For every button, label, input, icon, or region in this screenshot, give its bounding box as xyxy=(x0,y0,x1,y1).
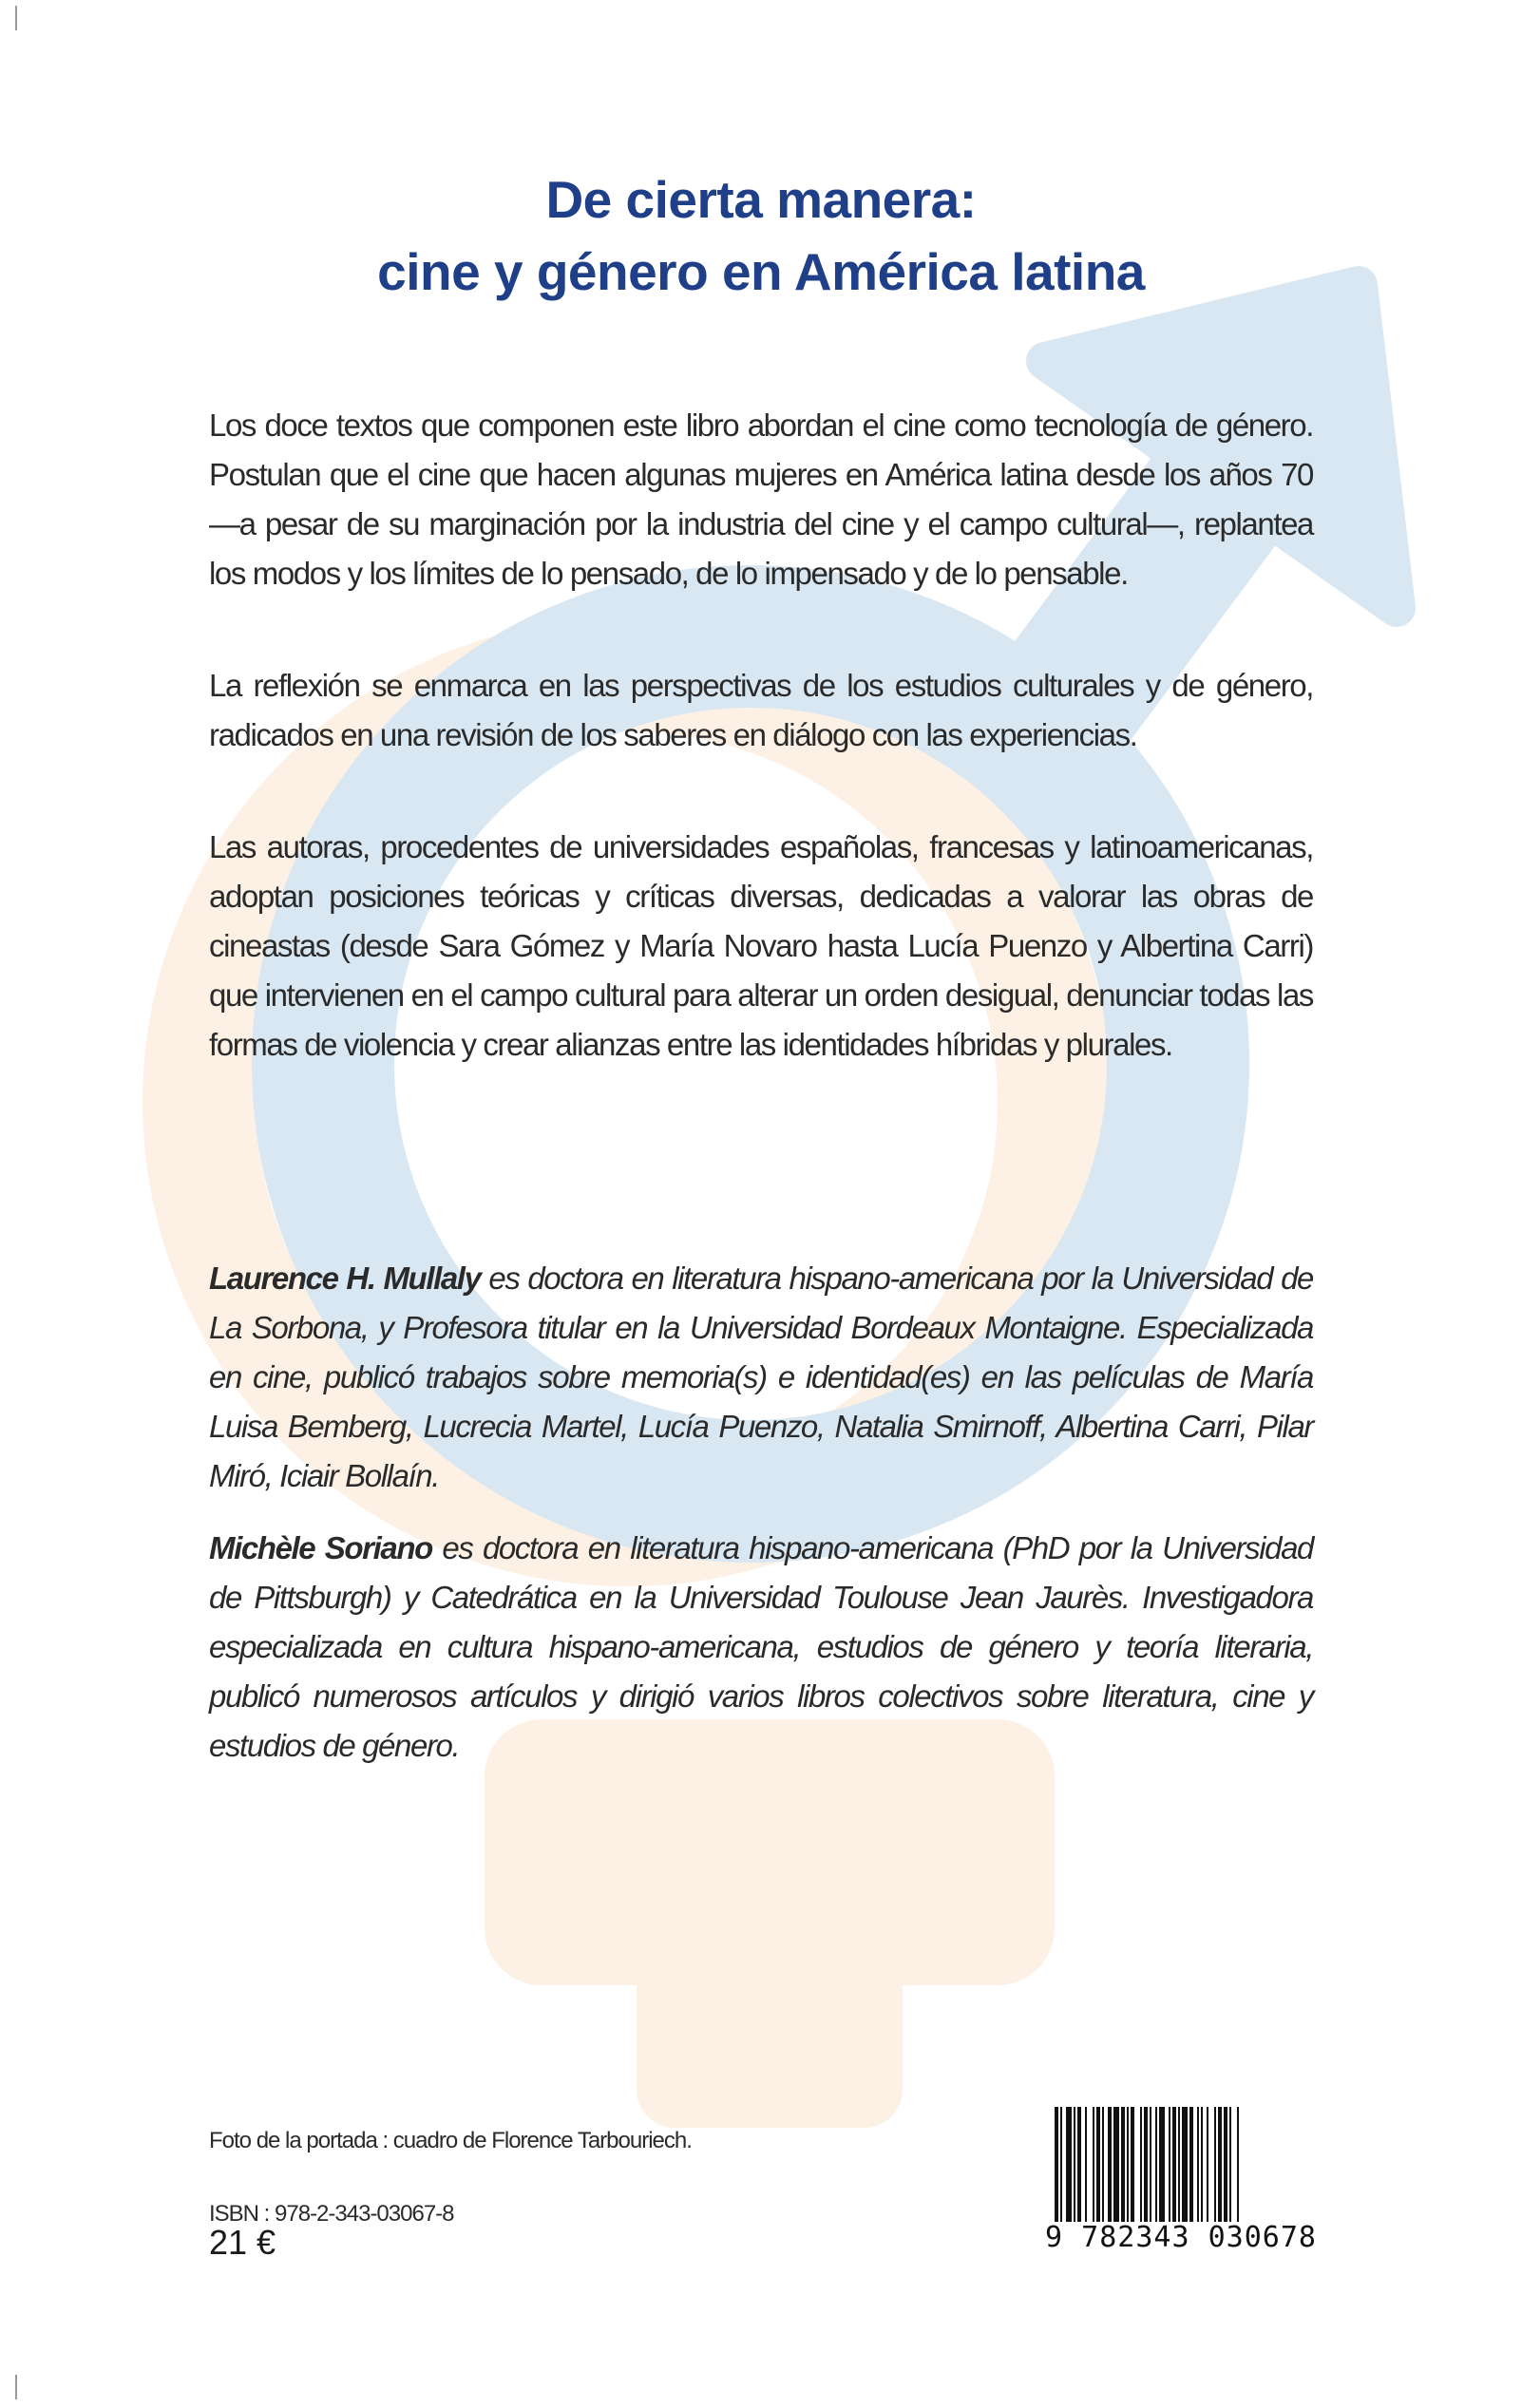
cover-photo-credit: Foto de la portada : cuadro de Florence Tarbouriech. xyxy=(209,2128,692,2153)
barcode-digits: 9 782343 030678 xyxy=(1043,2222,1319,2254)
synopsis-paragraph-2: La reflexión se enmarca en las perspectivas de los estudios culturales y de género, radicados en una revisión de los saberes en diálogo con las experiencias. xyxy=(209,668,1313,752)
author-bio-text-2: es doctora en literatura hispano-americana (PhD por la Universidad de Pittsburgh) y Catedrática en la Universidad Toulouse Jean Jaurès. Investigadora especializada en cultura hispano-americana, estudios de género y teoría literaria, publicó numerosos artículos y dirigió varios libros colectivos sobre literatura, cine y estudios de género. xyxy=(209,1530,1314,1763)
isbn-text: ISBN : 978-2-343-03067-8 xyxy=(209,2201,454,2227)
title-line-1: De cierta manera: xyxy=(545,170,977,229)
price-text: 21 € xyxy=(209,2223,276,2262)
synopsis-paragraph-1: Los doce textos que componen este libro abordan el cine como tecnología de género. Postulan que el cine que hacen algunas mujeres en América latina desde los años 70 —a pesar de su marginación por la industria del cine y el campo cultural—, replantea los modos y los límites de lo pensado, de lo impensado y de lo pensable. xyxy=(209,408,1313,591)
author-bio-1 xyxy=(209,1254,1313,1501)
author-name-2: Michèle Soriano xyxy=(209,1530,432,1565)
author-name-1: Laurence H. Mullaly xyxy=(209,1261,481,1296)
book-title xyxy=(209,163,1313,308)
author-bio-text-1: es doctora en literatura hispano-americana por la Universidad de La Sorbona, y Profesora titular en la Universidad Bordeaux Montaigne. Especializada en cine, publicó trabajos sobre memoria(s) e identidad(es) en las películas de María Luisa Bemberg, Lucrecia Martel, Lucía Puenzo, Natalia Smirnoff, Albertina Carri, Pilar Miró, Iciair Bollaín. xyxy=(209,1261,1313,1493)
female-symbol-shape xyxy=(485,1719,1055,2128)
synopsis-paragraph-3: Las autoras, procedentes de universidades españolas, francesas y latinoamericanas, adoptan posiciones teóricas y críticas diversas, dedicadas a valorar las obras de cineastas (desde Sara Gómez y María Novaro hasta Lucía Puenzo y Albertina Carri) que intervienen en el campo cultural para alterar un orden desigual, denunciar todas las formas de violencia y crear alianzas entre las identidades híbridas y plurales. xyxy=(209,829,1313,1062)
author-bio-2 xyxy=(209,1524,1313,1771)
title-line-2: cine y género en América latina xyxy=(377,242,1145,301)
